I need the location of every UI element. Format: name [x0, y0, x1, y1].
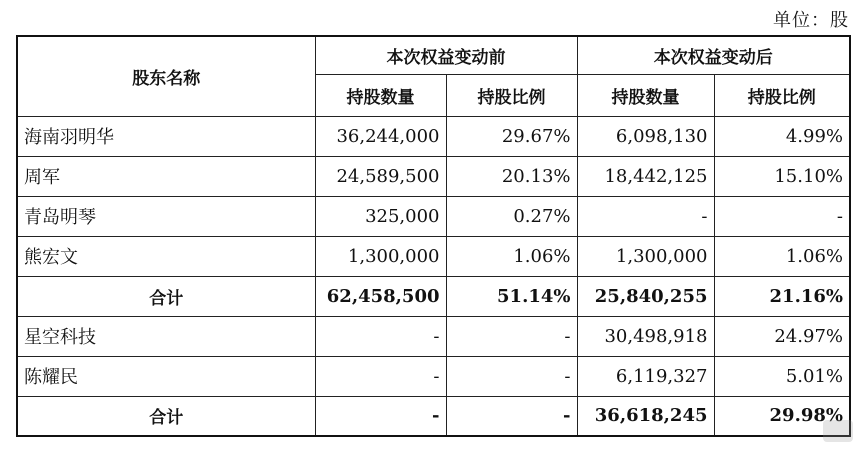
shareholder-name: 星空科技: [17, 316, 315, 356]
before-shares: 1,300,000: [315, 236, 446, 276]
header-shareholder-name: 股东名称: [17, 36, 315, 116]
before-shares: 36,244,000: [315, 116, 446, 156]
after-shares: 36,618,245: [577, 396, 714, 436]
before-shares: -: [315, 316, 446, 356]
table-row: [17, 156, 850, 196]
total-row: [17, 276, 850, 316]
after-shares: 6,098,130: [577, 116, 714, 156]
after-shares: -: [577, 196, 714, 236]
table-row: [17, 356, 850, 396]
after-ratio: 21.16%: [714, 276, 850, 316]
shareholding-table: [16, 35, 851, 437]
after-shares: 30,498,918: [577, 316, 714, 356]
before-shares: 325,000: [315, 196, 446, 236]
header-after-shares: 持股数量: [577, 74, 714, 116]
table-row: [17, 236, 850, 276]
shareholder-name: 熊宏文: [17, 236, 315, 276]
before-ratio: -: [446, 396, 577, 436]
after-ratio: -: [714, 196, 850, 236]
before-ratio: 0.27%: [446, 196, 577, 236]
table-row: [17, 316, 850, 356]
after-ratio: 15.10%: [714, 156, 850, 196]
before-ratio: -: [446, 356, 577, 396]
unit-label: 单位：股: [773, 10, 849, 31]
watermark-logo: [823, 420, 853, 442]
before-shares: 62,458,500: [315, 276, 446, 316]
before-ratio: -: [446, 316, 577, 356]
shareholder-name: 海南羽明华: [17, 116, 315, 156]
after-shares: 25,840,255: [577, 276, 714, 316]
before-shares: -: [315, 396, 446, 436]
before-shares: 24,589,500: [315, 156, 446, 196]
after-ratio: 5.01%: [714, 356, 850, 396]
shareholder-name: 陈耀民: [17, 356, 315, 396]
header-before-ratio: 持股比例: [446, 74, 577, 116]
total-label: 合计: [17, 396, 315, 436]
header-before-shares: 持股数量: [315, 74, 446, 116]
before-ratio: 51.14%: [446, 276, 577, 316]
header-before-change: 本次权益变动前: [315, 36, 577, 74]
after-ratio: 24.97%: [714, 316, 850, 356]
table-body: [17, 116, 850, 436]
table-row: [17, 116, 850, 156]
shareholder-name: 青岛明琴: [17, 196, 315, 236]
header-after-change: 本次权益变动后: [577, 36, 850, 74]
after-ratio: 29.98%: [714, 396, 850, 436]
before-ratio: 1.06%: [446, 236, 577, 276]
after-shares: 6,119,327: [577, 356, 714, 396]
header-after-ratio: 持股比例: [714, 74, 850, 116]
table-row: [17, 196, 850, 236]
after-ratio: 1.06%: [714, 236, 850, 276]
shareholder-name: 周军: [17, 156, 315, 196]
before-ratio: 20.13%: [446, 156, 577, 196]
after-shares: 18,442,125: [577, 156, 714, 196]
after-ratio: 4.99%: [714, 116, 850, 156]
total-row: [17, 396, 850, 436]
after-shares: 1,300,000: [577, 236, 714, 276]
before-shares: -: [315, 356, 446, 396]
before-ratio: 29.67%: [446, 116, 577, 156]
total-label: 合计: [17, 276, 315, 316]
